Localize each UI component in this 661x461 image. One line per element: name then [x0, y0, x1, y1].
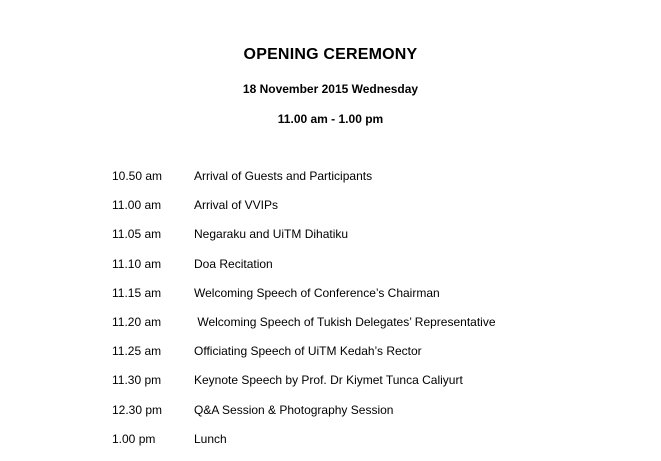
- schedule-row: [0, 315, 661, 344]
- schedule-event: Q&A Session & Photography Session: [194, 402, 394, 417]
- schedule-time: 11.10 am: [112, 256, 162, 271]
- schedule-event: Negaraku and UiTM Dihatiku: [194, 227, 349, 242]
- schedule-time: 11.00 am: [112, 198, 162, 213]
- schedule-event: Doa Recitation: [194, 256, 273, 271]
- schedule-row: [0, 344, 661, 373]
- schedule-row: [0, 286, 661, 315]
- schedule-row: [0, 198, 661, 227]
- page-title: OPENING CEREMONY: [243, 46, 418, 63]
- event-date: 18 November 2015 Wednesday: [242, 82, 419, 96]
- schedule-event: Arrival of Guests and Participants: [194, 169, 373, 183]
- schedule-time: 11.20 am: [112, 314, 162, 329]
- schedule-time: 11.15 am: [112, 285, 162, 300]
- schedule-event: Welcoming Speech of Tukish Delegates’ Representative: [194, 314, 496, 329]
- event-time-range: 11.00 am - 1.00 pm: [277, 112, 384, 126]
- schedule-time: 11.05 am: [112, 227, 162, 242]
- schedule-row: [0, 432, 661, 461]
- schedule-time: 11.30 pm: [112, 373, 162, 388]
- schedule-row: [0, 373, 661, 402]
- schedule-time: 10.50 am: [112, 169, 163, 183]
- schedule-list: [0, 169, 661, 461]
- schedule-event: Keynote Speech by Prof. Dr Kiymet Tunca Caliyurt: [194, 373, 463, 388]
- schedule-row: [0, 227, 661, 256]
- schedule-event: Lunch: [194, 431, 227, 446]
- schedule-row: [0, 169, 661, 198]
- schedule-time: 11.25 am: [112, 344, 162, 359]
- schedule-time: 12.30 pm: [112, 402, 163, 417]
- schedule-event: Officiating Speech of UiTM Kedah’s Rector: [194, 344, 422, 359]
- schedule-row: [0, 257, 661, 286]
- schedule-event: Welcoming Speech of Conference’s Chairman: [194, 285, 440, 300]
- schedule-event: Arrival of VVIPs: [194, 198, 279, 213]
- schedule-row: [0, 403, 661, 432]
- schedule-time: 1.00 pm: [112, 431, 156, 446]
